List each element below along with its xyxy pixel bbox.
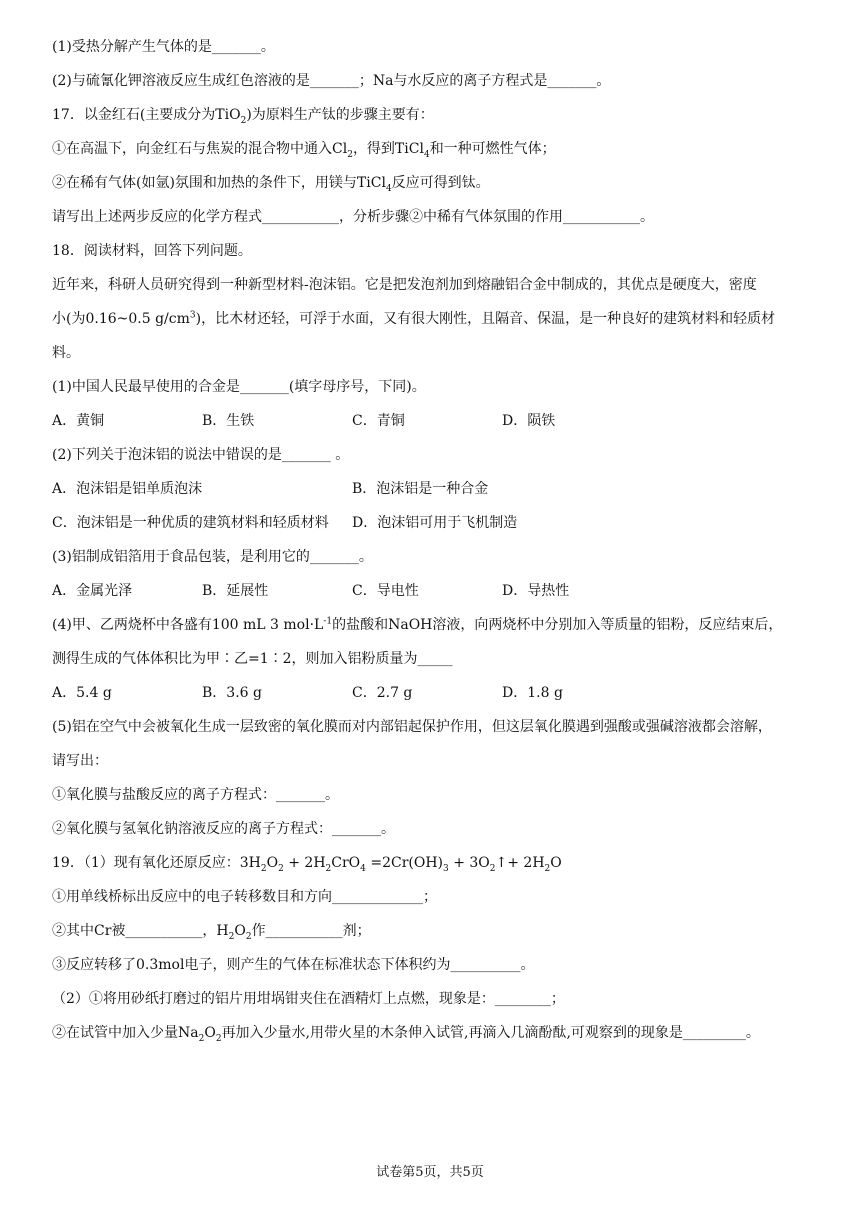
q18-part5-line1: (5)铝在空气中会被氧化生成一层致密的氧化膜而对内部铝起保护作用，但这层氧化膜遇到强酸或强碱溶液都会溶解， bbox=[52, 719, 772, 735]
q18-p2-option-c: C．泡沫铝是一种优质的建筑材料和轻质材料 bbox=[52, 515, 329, 531]
q18-p2-option-d: D．泡沫铝可用于飞机制造 bbox=[352, 515, 518, 531]
q18-p1-option-a: A．黄铜 bbox=[52, 413, 105, 429]
q18-p4-option-a: A．5.4 g bbox=[52, 685, 112, 701]
q18-p2-option-b: B．泡沫铝是一种合金 bbox=[352, 481, 489, 497]
q16-part1: (1)受热分解产生气体的是_______。 bbox=[52, 39, 275, 55]
q18-p4-option-c: C．2.7 g bbox=[352, 685, 413, 701]
q16-part2: (2)与硫氰化钾溶液反应生成红色溶液的是_______；Na与水反应的离子方程式是_______。 bbox=[52, 73, 611, 89]
q18-p4-option-d: D．1.8 g bbox=[502, 685, 563, 701]
q18-part2: (2)下列关于泡沫铝的说法中错误的是_______ 。 bbox=[52, 447, 350, 463]
q18-stem: 18．阅读材料，回答下列问题。 bbox=[52, 243, 252, 259]
q19-part2-item1: （2）①将用砂纸打磨过的铝片用坩埚钳夹住在酒精灯上点燃，现象是：________； bbox=[52, 991, 565, 1007]
q18-material-line1: 近年来，科研人员研究得到一种新型材料-泡沫铝。它是把发泡剂加到熔融铝合金中制成的，其优点是硬度大，密度 bbox=[52, 277, 757, 293]
q18-p3-option-a: A．金属光泽 bbox=[52, 583, 133, 599]
q18-part1: (1)中国人民最早使用的合金是_______(填字母序号，下同)。 bbox=[52, 379, 426, 395]
q18-part5-item2: ②氧化膜与氢氧化钠溶液反应的离子方程式：_______。 bbox=[52, 821, 395, 837]
q18-part5-item1: ①氧化膜与盐酸反应的离子方程式：_______。 bbox=[52, 787, 339, 803]
q18-p1-option-b: B．生铁 bbox=[202, 413, 255, 429]
q18-p3-option-c: C．导电性 bbox=[352, 583, 419, 599]
q18-p1-option-d: D．陨铁 bbox=[502, 413, 556, 429]
q17-stem: 17．以金红石(主要成分为TiO$_2$)为原料生产钛的步骤主要有： bbox=[52, 107, 434, 126]
q18-part5-line2: 请写出： bbox=[52, 753, 108, 769]
q18-p1-option-c: C．青铜 bbox=[352, 413, 405, 429]
q19-item2: ②其中Cr被___________，$H_2O_2$作___________剂； bbox=[52, 923, 371, 942]
q18-part4-line2: 测得生成的气体体积比为甲∶乙=1∶2，则加入铝粉质量为_____ bbox=[52, 651, 453, 667]
q17-question: 请写出上述两步反应的化学方程式___________，分析步骤②中稀有气体氛围的作用___________。 bbox=[52, 209, 654, 225]
q19-stem: 19．（1）现有氧化还原反应：$3H_2O_2 + 2H_2CrO_4 =2Cr(OH)_3$ + $3O_2↑+ 2H_2O$ bbox=[52, 855, 562, 874]
q19-part2-item2: ②在试管中加入少量$Na_2O_2$再加入少量水,用带火星的木条伸入试管,再滴入几滴酚酞,可观察到的现象是_________。 bbox=[52, 1025, 760, 1044]
q18-p4-option-b: B．3.6 g bbox=[202, 685, 262, 701]
q19-item3: ③反应转移了0.3mol电子，则产生的气体在标准状态下体积约为__________。 bbox=[52, 957, 535, 973]
q18-material-line3: 料。 bbox=[52, 345, 80, 361]
q18-p2-option-a: A．泡沫铝是铝单质泡沫 bbox=[52, 481, 203, 497]
q18-p3-option-d: D．导热性 bbox=[502, 583, 570, 599]
q17-step2: ②在稀有气体(如氩)氛围和加热的条件下，用镁与TiCl$_4$反应可得到钛。 bbox=[52, 175, 490, 194]
page-footer: 试卷第5页，共5页 bbox=[376, 1165, 484, 1180]
q18-part3: (3)铝制成铝箔用于食品包装，是利用它的_______。 bbox=[52, 549, 373, 565]
q17-step1: ①在高温下，向金红石与焦炭的混合物中通入$Cl_2$，得到TiCl$_4$和一种可燃性气体； bbox=[52, 141, 556, 160]
q18-part4-line1: (4)甲、乙两烧杯中各盛有100 mL 3 $mol\cdot L^{-1}$的盐酸和NaOH溶液，向两烧杯中分别加入等质量的铝粉，反应结束后， bbox=[52, 616, 783, 633]
q18-p3-option-b: B．延展性 bbox=[202, 583, 269, 599]
q19-item1: ①用单线桥标出反应中的电子转移数目和方向_____________； bbox=[52, 889, 437, 905]
q18-material-line2: 小(为0.16~0.5 $g/cm^3$)，比木材还轻，可浮于水面，又有很大刚性，且隔音、保温，是一种良好的建筑材料和轻质材 bbox=[52, 310, 776, 327]
